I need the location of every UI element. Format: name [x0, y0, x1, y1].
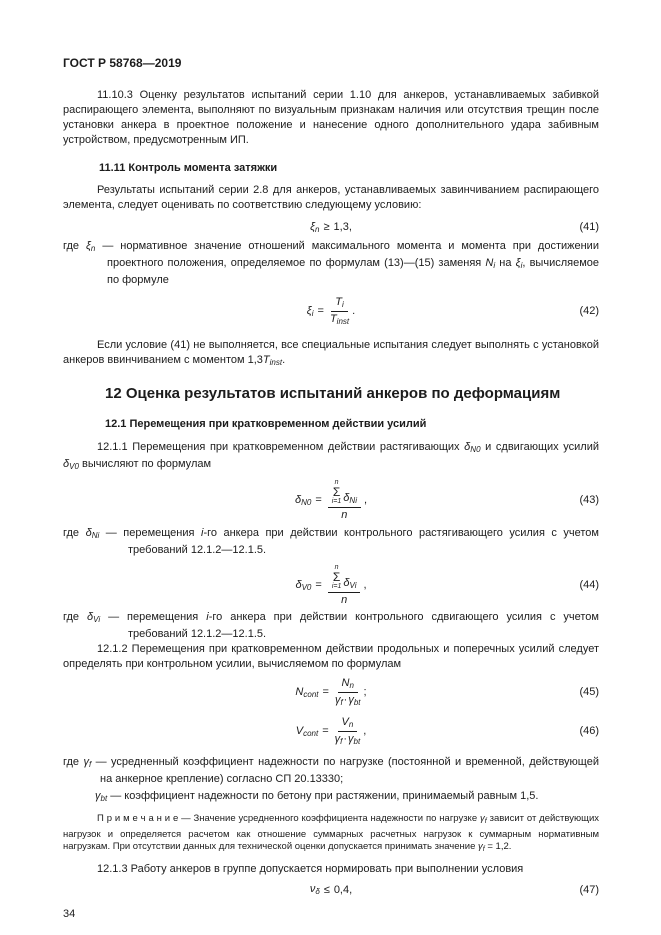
formula-46-number: (46)	[579, 725, 599, 737]
formula-44-body: δV0 = n Σ i=1 δVi n ,	[295, 563, 367, 607]
paragraph-12-1-2: 12.1.2 Перемещения при кратковременном действии продольных и поперечных усилий следует определять при контрольном усилии, вычисляемом по формулам	[63, 643, 599, 670]
formula-43-number: (43)	[579, 494, 599, 506]
paragraph-11-11-intro: Результаты испытаний серии 2.8 для анкеров, устанавливаемых завинчиванием распирающего элемента, следует оценивать по соответствию следующему условию:	[63, 184, 599, 211]
formula-46-body: Vcont = $\frac{Vn}{\text{γf·γbt}}$ ,	[295, 715, 367, 746]
formula-42-number: (42)	[579, 305, 599, 317]
definition-delta-ni: где δNi — перемещения i-го анкера при действии контрольного растягивающего усилия с учетом требований 12.1.2—12.1.5.	[63, 527, 599, 556]
formula-47	[63, 882, 599, 898]
paragraph-12-1-3: 12.1.3 Работу анкеров в группе допускается нормировать при выполнении условия	[97, 862, 524, 875]
heading-11-11: 11.11 Контроль момента затяжки	[99, 162, 278, 174]
heading-12-1: 12.1 Перемещения при кратковременном действии усилий	[105, 418, 427, 430]
formula-46	[63, 714, 599, 748]
formula-42-body: ξi = $\frac{Ti}{\text{Tinst}}$ .	[306, 295, 356, 326]
formula-47-body: νδ ≤ 0,4,	[309, 883, 353, 896]
page-number: 34	[63, 907, 76, 920]
definition-delta-vi: где δVi — перемещения i-го анкера при действии контрольного сдвигающего усилия с учетом требований 12.1.2—12.1.5.	[63, 611, 599, 640]
summation-symbol: n Σ i=1	[331, 478, 342, 506]
paragraph-11-10-3: 11.10.3 Оценку результатов испытаний серии 1.10 для анкеров, устанавливаемых забивкой распирающего элемента, выполняют по визуальным признакам наличия или отсутствия трещин после установки анкера в проектное положение и нанесение одного дополнительного удара забивным устройством, предусмотренным ИП.	[63, 89, 599, 146]
formula-45-body: Ncont = $\frac{Nn}{\text{γf·γbt}}$ ;	[295, 676, 367, 707]
note-paragraph: П р и м е ч а н и е — Значение усредненного коэффициента надежности по нагрузке $\gamma_f$ зависит от действующих нагрузок и определяется расчетом как отношение суммарных расчетных нагрузок к суммарным нормативным нагрузкам. При отсутствии данных для технической оценки допускается принимать значение $\gamma_f = 1,2$.	[63, 813, 599, 853]
definition-xi-n: где ξn — нормативное значение отношений максимального момента и момента при достижении проектного положения, определяемое по формулам (13)—(15) заменяя Ni на ξi, вычисляемое по формуле	[63, 240, 600, 286]
formula-41	[63, 219, 599, 235]
formula-43-body: δN0 = n Σ i=1 δNi n ,	[294, 478, 368, 522]
formula-47-number: (47)	[579, 883, 599, 896]
paragraph-12-1-1: 12.1.1 Перемещения при кратковременном действии растягивающих δN0 и сдвигающих усилий δV0 вычисляют по формулам	[63, 441, 599, 471]
definition-gamma-f: где γf — усредненный коэффициент надежности по нагрузке (постоянной и временной, действующей на анкерное крепление) согласно СП 20.13330;	[63, 756, 599, 785]
summation-symbol: n Σ i=1	[331, 563, 342, 591]
formula-41-number: (41)	[579, 221, 599, 233]
formula-42	[63, 294, 599, 328]
paragraph-condition-41: Если условие (41) не выполняется, все специальные испытания следует выполнять с установкой анкеров ввинчиванием с моментом 1,3Tinst.	[63, 339, 599, 367]
formula-41-body: ξn ≥ 1,3,	[310, 220, 352, 234]
formula-44-number: (44)	[579, 579, 599, 591]
formula-44	[63, 562, 599, 608]
formula-45-number: (45)	[579, 686, 599, 698]
page-header: ГОСТ Р 58768—2019	[63, 56, 182, 70]
formula-43	[63, 477, 599, 523]
definition-gamma-bt: γbt — коэффициент надежности по бетону при растяжении, принимаемый равным 1,5.	[95, 790, 539, 803]
formula-45	[63, 675, 599, 709]
heading-section-12: 12 Оценка результатов испытаний анкеров по деформациям	[105, 385, 561, 402]
